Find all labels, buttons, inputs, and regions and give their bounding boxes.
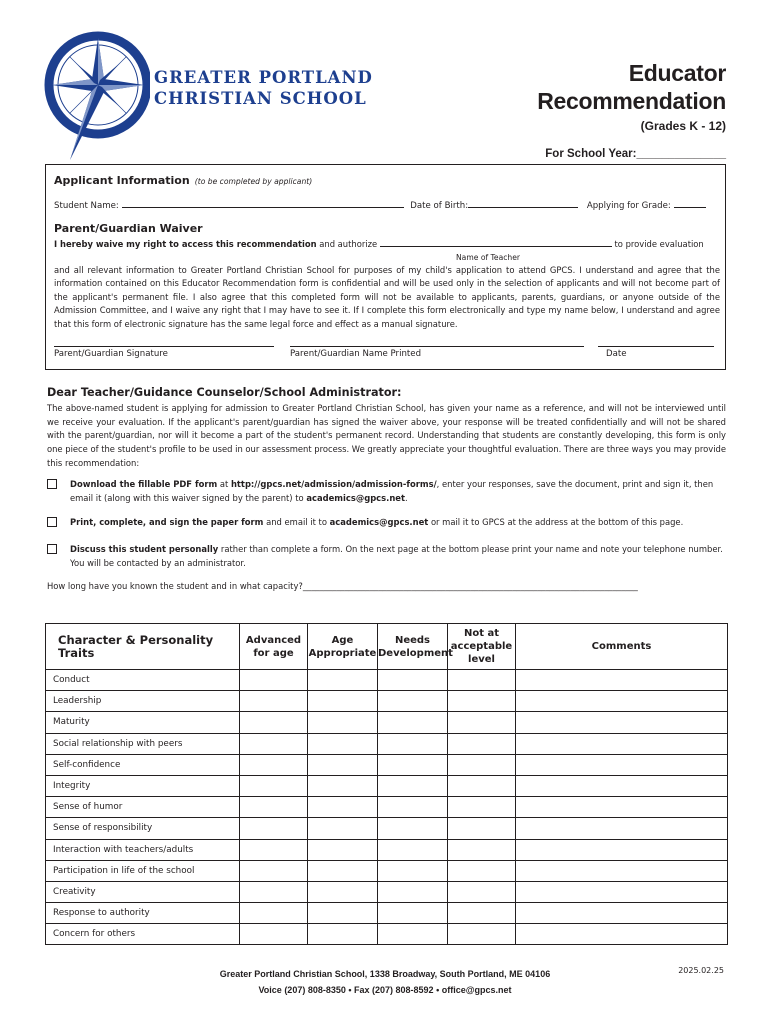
- option2-mid: and email it to: [266, 517, 327, 527]
- comments-cell[interactable]: [516, 733, 728, 754]
- needs-development-cell[interactable]: [378, 754, 448, 775]
- comments-cell[interactable]: [516, 818, 728, 839]
- not-acceptable-cell[interactable]: [448, 775, 516, 796]
- admission-forms-link[interactable]: http://gpcs.net/admission/admission-forms/: [230, 479, 437, 489]
- age-appropriate-cell[interactable]: [308, 839, 378, 860]
- table-row: [46, 797, 728, 818]
- school-logo: [40, 30, 150, 162]
- not-acceptable-cell[interactable]: [448, 733, 516, 754]
- needs-development-cell[interactable]: [378, 775, 448, 796]
- waiver-lead: I hereby waive my right to access this recommendation: [54, 239, 317, 249]
- header-advanced: Advanced for age: [240, 624, 308, 670]
- option2-rest: or mail it to GPCS at the address at the bottom of this page.: [430, 517, 684, 527]
- header-traits: Character & Personality Traits: [46, 624, 240, 670]
- age-appropriate-cell[interactable]: [308, 903, 378, 924]
- needs-development-cell[interactable]: [378, 818, 448, 839]
- trait-label: Sense of responsibility: [46, 818, 240, 839]
- advanced-cell[interactable]: [240, 860, 308, 881]
- parent-signature-line[interactable]: [54, 346, 274, 347]
- traits-table: [45, 623, 728, 945]
- age-appropriate-cell[interactable]: [308, 860, 378, 881]
- trait-label: Interaction with teachers/adults: [46, 839, 240, 860]
- header-comments: Comments: [516, 624, 728, 670]
- advanced-cell[interactable]: [240, 670, 308, 691]
- grade-input[interactable]: [674, 198, 706, 208]
- not-acceptable-cell[interactable]: [448, 797, 516, 818]
- trait-label: Conduct: [46, 670, 240, 691]
- comments-cell[interactable]: [516, 839, 728, 860]
- applicant-heading-note: (to be completed by applicant): [194, 177, 313, 186]
- option1-bold: Download the fillable PDF form: [70, 479, 218, 489]
- date-label: Date: [606, 349, 627, 359]
- advanced-cell[interactable]: [240, 881, 308, 902]
- footer-address: Greater Portland Christian School, 1338 Broadway, South Portland, ME 04106: [219, 969, 551, 979]
- trait-label: Sense of humor: [46, 797, 240, 818]
- letter-salutation: Dear Teacher/Guidance Counselor/School Administrator:: [47, 386, 402, 399]
- trait-label: Self-confidence: [46, 754, 240, 775]
- header-needs-development: Needs Development: [378, 624, 448, 670]
- comments-cell[interactable]: [516, 754, 728, 775]
- not-acceptable-cell[interactable]: [448, 860, 516, 881]
- option-discuss: [47, 543, 726, 573]
- form-date-code: 2025.02.25: [678, 966, 724, 975]
- school-name-line2: CHRISTIAN SCHOOL: [154, 89, 367, 108]
- table-row: [46, 903, 728, 924]
- needs-development-cell[interactable]: [378, 733, 448, 754]
- option-download-checkbox[interactable]: [47, 479, 57, 489]
- trait-label: Creativity: [46, 881, 240, 902]
- table-row: [46, 754, 728, 775]
- option1-at: at: [219, 479, 229, 489]
- age-appropriate-cell[interactable]: [308, 818, 378, 839]
- header-age-appropriate: Age Appropriate: [308, 624, 378, 670]
- advanced-cell[interactable]: [240, 733, 308, 754]
- age-appropriate-cell[interactable]: [308, 797, 378, 818]
- needs-development-cell[interactable]: [378, 691, 448, 712]
- parent-printed-name-line[interactable]: [290, 346, 584, 347]
- comments-cell[interactable]: [516, 712, 728, 733]
- table-row: [46, 839, 728, 860]
- comments-cell[interactable]: [516, 903, 728, 924]
- option3-rest: rather than complete a form. On the next page at the bottom please print your name and note your telephone number. You will be contacted by an administrator.: [70, 544, 723, 568]
- signature-date-line[interactable]: [598, 346, 714, 347]
- age-appropriate-cell[interactable]: [308, 712, 378, 733]
- age-appropriate-cell[interactable]: [308, 924, 378, 945]
- option1-email-link[interactable]: academics@gpcs.net: [306, 492, 405, 503]
- not-acceptable-cell[interactable]: [448, 903, 516, 924]
- advanced-cell[interactable]: [240, 924, 308, 945]
- age-appropriate-cell[interactable]: [308, 670, 378, 691]
- not-acceptable-cell[interactable]: [448, 670, 516, 691]
- title-line1: Educator: [628, 60, 726, 86]
- age-appropriate-cell[interactable]: [308, 691, 378, 712]
- not-acceptable-cell[interactable]: [448, 712, 516, 733]
- comments-cell[interactable]: [516, 691, 728, 712]
- table-row: [46, 733, 728, 754]
- waiver-authorize: and authorize: [319, 239, 378, 249]
- grade-label: Applying for Grade:: [586, 201, 671, 211]
- advanced-cell[interactable]: [240, 712, 308, 733]
- title-line2: Recommendation: [537, 88, 726, 114]
- table-row: [46, 818, 728, 839]
- grades-label: (Grades K - 12): [640, 119, 726, 133]
- waiver-body: and all relevant information to Greater Portland Christian School for purposes of my child's application to attend GPCS. I understand and agree that the information contained on this Educator Recommendation form is confidential and will be used only in the selection of applicants and will not become part of the applicant's permanent file. I also agree that this completed form will not be available to applicants, parents, guardians, or anyone outside of the Admission Committee, and I waive any right that I may have to see it. If I complete this form electronically and type my name below, I understand and agree that this form of electronic signature has the same legal force and effect as a manual signature.: [54, 265, 720, 329]
- option-paper: [47, 516, 726, 532]
- needs-development-cell[interactable]: [378, 839, 448, 860]
- trait-label: Maturity: [46, 712, 240, 733]
- waiver-heading: Parent/Guardian Waiver: [54, 222, 203, 235]
- waiver-provide: to provide evaluation: [614, 239, 704, 249]
- needs-development-cell[interactable]: [378, 797, 448, 818]
- compass-star-icon: [40, 30, 150, 162]
- trait-label: Participation in life of the school: [46, 860, 240, 881]
- footer-contact: Voice (207) 808-8350 • Fax (207) 808-8592 • office@gpcs.net: [258, 985, 512, 995]
- traits-header-row: [46, 624, 728, 670]
- comments-cell[interactable]: [516, 881, 728, 902]
- trait-label: Social relationship with peers: [46, 733, 240, 754]
- needs-development-cell[interactable]: [378, 924, 448, 945]
- advanced-cell[interactable]: [240, 754, 308, 775]
- advanced-cell[interactable]: [240, 818, 308, 839]
- advanced-cell[interactable]: [240, 839, 308, 860]
- dob-input[interactable]: [468, 198, 578, 208]
- option-download: [47, 478, 726, 508]
- advanced-cell[interactable]: [240, 691, 308, 712]
- parent-printed-label: Parent/Guardian Name Printed: [290, 349, 422, 359]
- student-name-label: Student Name:: [54, 201, 119, 211]
- advanced-cell[interactable]: [240, 797, 308, 818]
- option1-rest: , enter your responses, save the document, print and sign it, then email it (along with this waiver signed by the parent) to: [70, 479, 714, 503]
- age-appropriate-cell[interactable]: [308, 754, 378, 775]
- advanced-cell[interactable]: [240, 775, 308, 796]
- trait-label: Response to authority: [46, 903, 240, 924]
- comments-cell[interactable]: [516, 924, 728, 945]
- table-row: [46, 924, 728, 945]
- advanced-cell[interactable]: [240, 903, 308, 924]
- comments-cell[interactable]: [516, 797, 728, 818]
- table-row: [46, 775, 728, 796]
- needs-development-cell[interactable]: [378, 712, 448, 733]
- header-not-acceptable: Not at acceptable level: [448, 624, 516, 670]
- option2-bold: Print, complete, and sign the paper form: [70, 517, 264, 527]
- option-paper-checkbox[interactable]: [47, 517, 57, 527]
- option3-bold: Discuss this student personally: [70, 544, 219, 554]
- table-row: [46, 712, 728, 733]
- teacher-name-input[interactable]: [380, 237, 612, 247]
- needs-development-cell[interactable]: [378, 670, 448, 691]
- age-appropriate-cell[interactable]: [308, 733, 378, 754]
- comments-cell[interactable]: [516, 860, 728, 881]
- table-row: [46, 691, 728, 712]
- option2-email-link[interactable]: academics@gpcs.net: [329, 517, 429, 527]
- needs-development-cell[interactable]: [378, 903, 448, 924]
- school-name-line1: GREATER PORTLAND: [154, 68, 373, 87]
- option-discuss-checkbox[interactable]: [47, 544, 57, 554]
- table-row: [46, 881, 728, 902]
- applicant-section: [45, 164, 726, 370]
- trait-label: Concern for others: [46, 924, 240, 945]
- name-of-teacher-caption: Name of Teacher: [456, 253, 521, 262]
- table-row: [46, 670, 728, 691]
- not-acceptable-cell[interactable]: [448, 818, 516, 839]
- option1-end: .: [404, 492, 408, 503]
- traits-body: [46, 670, 728, 945]
- not-acceptable-cell[interactable]: [448, 924, 516, 945]
- age-appropriate-cell[interactable]: [308, 881, 378, 902]
- dob-label: Date of Birth:: [410, 201, 469, 211]
- not-acceptable-cell[interactable]: [448, 881, 516, 902]
- footer: [0, 966, 770, 998]
- not-acceptable-cell[interactable]: [448, 691, 516, 712]
- school-year-field[interactable]: For School Year:______________: [545, 148, 726, 160]
- comments-cell[interactable]: [516, 775, 728, 796]
- not-acceptable-cell[interactable]: [448, 839, 516, 860]
- form-title: [537, 59, 726, 133]
- not-acceptable-cell[interactable]: [448, 754, 516, 775]
- trait-label: Integrity: [46, 775, 240, 796]
- trait-label: Leadership: [46, 691, 240, 712]
- parent-signature-label: Parent/Guardian Signature: [54, 349, 168, 359]
- comments-cell[interactable]: [516, 670, 728, 691]
- needs-development-cell[interactable]: [378, 860, 448, 881]
- letter-intro: The above-named student is applying for admission to Greater Portland Christian School, has given your name as a reference, and will not be interviewed until we receive your evaluation. If the applicant's parent/guardian has signed the waiver above, your response will be treated confidentially and will not be shared with the parent/guardian, nor will it become a part of the student's permanent record. Understanding that students are constantly developing, this form is only one piece of the student's profile to be used in our assessment process. We greatly appreciate your thoughtful evaluation. There are three ways you may provide this recommendation:: [47, 403, 726, 468]
- applicant-heading: Applicant Information: [54, 174, 190, 187]
- table-row: [46, 860, 728, 881]
- needs-development-cell[interactable]: [378, 881, 448, 902]
- student-name-input[interactable]: [122, 198, 404, 208]
- known-capacity-question[interactable]: How long have you known the student and in what capacity?________________________________________________________________________________: [47, 581, 638, 591]
- age-appropriate-cell[interactable]: [308, 775, 378, 796]
- school-name: [154, 67, 373, 109]
